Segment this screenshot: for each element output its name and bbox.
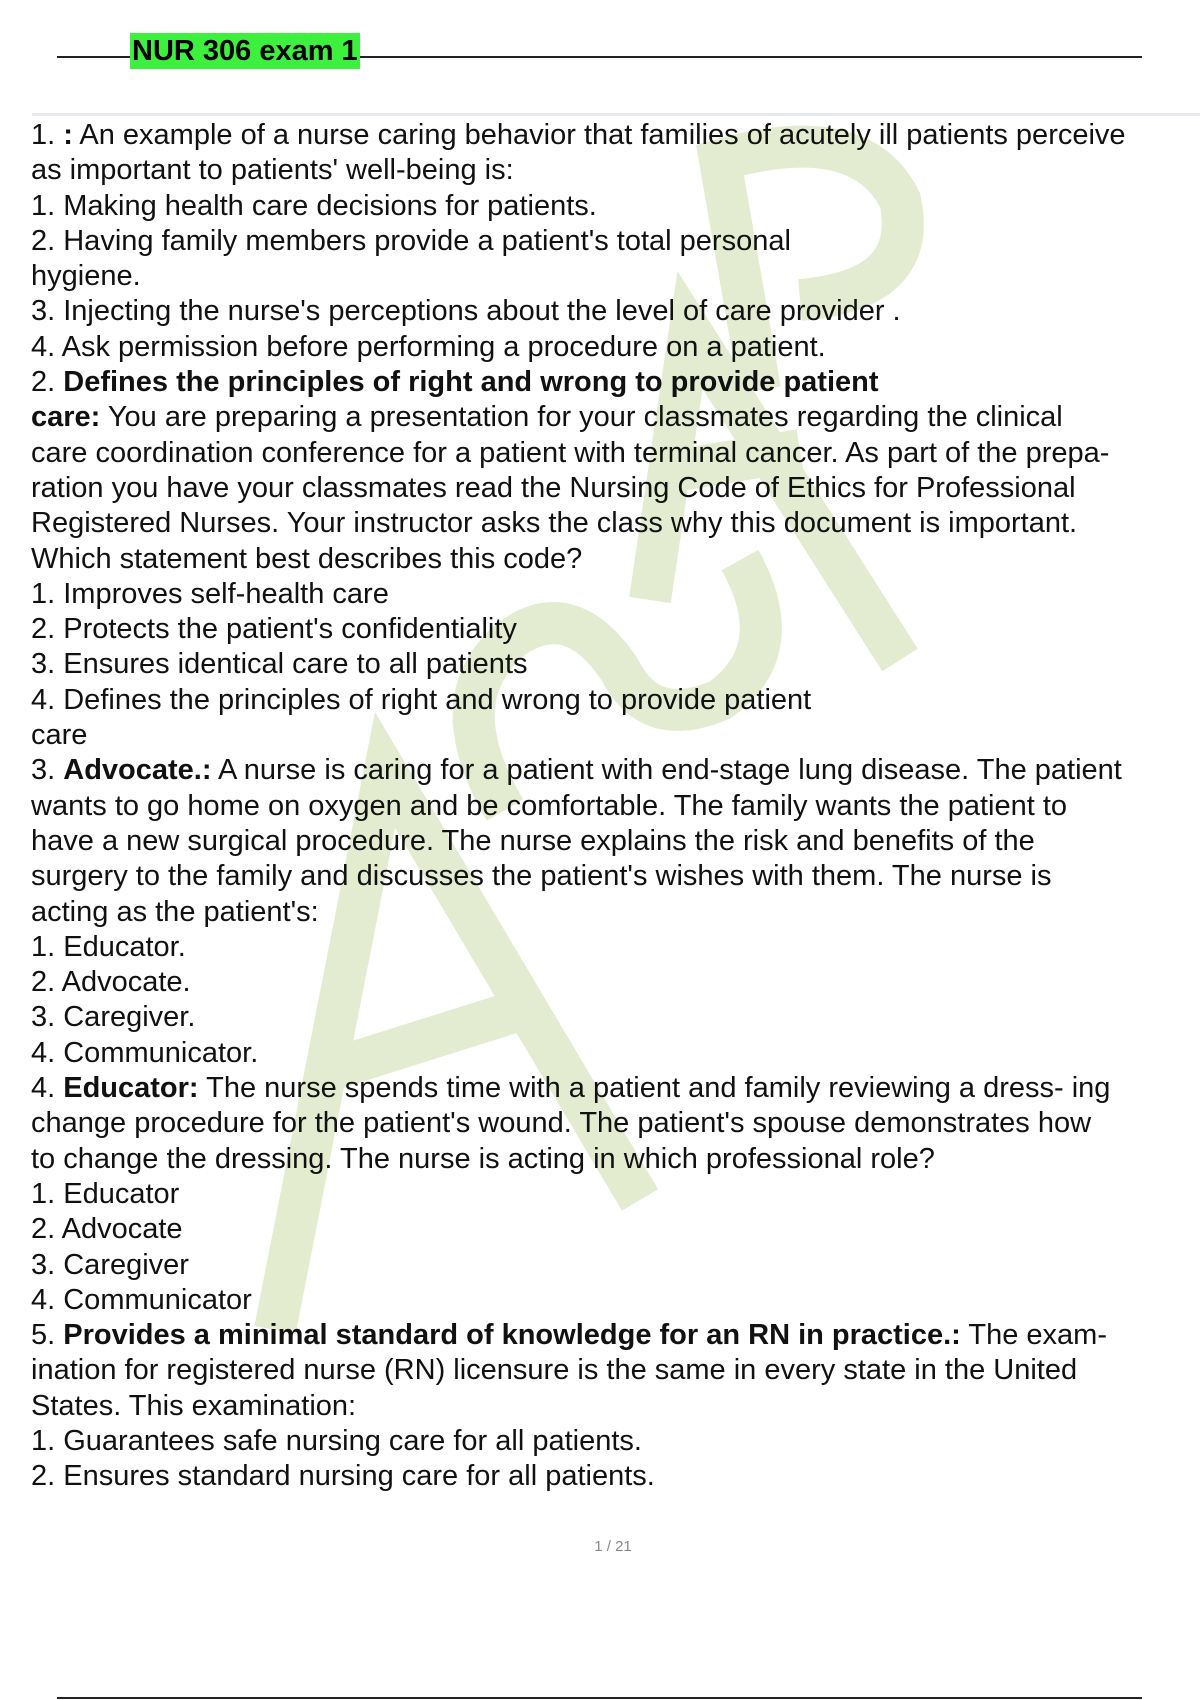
text-span: wants to go home on oxygen and be comfortable. The family wants the patient to: [31, 789, 1068, 822]
text-span: care: [31, 719, 88, 752]
text-span: 3. Ensures identical care to all patients: [31, 648, 528, 681]
text-span: 2. Ensures standard nursing care for all patients.: [31, 1460, 655, 1493]
text-line: [31, 753, 1200, 788]
bold-text: Defines the principles of right and wrong to provide patient: [63, 366, 879, 399]
text-line: [31, 542, 1200, 577]
text-span: 4. Defines the principles of right and wrong to provide patient: [31, 683, 812, 716]
text-line: [31, 294, 1200, 329]
text-span: 2.: [31, 366, 64, 399]
text-line: [31, 400, 1200, 435]
text-line: [31, 1177, 1200, 1212]
text-span: The exam-: [960, 1319, 1107, 1352]
text-span: 3. Caregiver: [31, 1248, 189, 1281]
text-span: to change the dressing. The nurse is acting in which professional role?: [31, 1142, 935, 1175]
text-span: ination for registered nurse (RN) licensure is the same in every state in the United: [31, 1354, 1078, 1387]
text-span: 3. Injecting the nurse's perceptions about the level of care provider .: [31, 295, 901, 328]
text-span: have a new surgical procedure. The nurse explains the risk and benefits of the: [31, 824, 1035, 857]
text-line: [31, 859, 1200, 894]
text-line: [31, 1212, 1200, 1247]
text-line: [31, 824, 1200, 859]
text-span: 2. Advocate: [31, 1213, 183, 1246]
text-span: hygiene.: [31, 260, 141, 293]
text-line: [31, 506, 1200, 541]
text-line: [31, 895, 1200, 930]
text-span: 1. Educator: [31, 1177, 180, 1210]
text-line: [31, 683, 1200, 718]
text-line: [31, 1036, 1200, 1071]
bold-text: Educator:: [63, 1072, 199, 1105]
text-line: [31, 965, 1200, 1000]
text-line: [31, 647, 1200, 682]
text-line: [31, 930, 1200, 965]
page-number: 1 / 21: [594, 1538, 632, 1555]
text-span: 4. Ask permission before performing a procedure on a patient.: [31, 330, 826, 363]
text-line: [31, 612, 1200, 647]
text-line: [31, 1248, 1200, 1283]
text-line: [31, 1389, 1200, 1424]
text-span: 2. Advocate.: [31, 966, 191, 999]
text-span: Which statement best describes this code?: [31, 542, 583, 575]
text-span: ration you have your classmates read the Nursing Code of Ethics for Professional: [31, 471, 1076, 504]
text-line: [31, 718, 1200, 753]
text-line: [31, 1318, 1200, 1353]
text-line: [31, 471, 1200, 506]
text-span: 1. Improves self-health care: [31, 577, 389, 610]
text-span: 5.: [31, 1319, 64, 1352]
text-line: [31, 1424, 1200, 1459]
text-span: 4. Communicator: [31, 1283, 252, 1316]
text-line: [31, 330, 1200, 365]
text-line: [31, 1142, 1200, 1177]
text-span: 1. Educator.: [31, 930, 186, 963]
text-line: [31, 153, 1200, 188]
text-span: 1. Making health care decisions for patients.: [31, 189, 597, 222]
footer-rule: [57, 1697, 1142, 1699]
text-line: [31, 365, 1200, 400]
text-span: The nurse spends time with a patient and family reviewing a dress- ing: [198, 1072, 1111, 1105]
text-span: You are preparing a presentation for your classmates regarding the clinical: [100, 401, 1063, 434]
text-line: [31, 577, 1200, 612]
text-line: [31, 1000, 1200, 1035]
text-span: 3.: [31, 754, 64, 787]
text-span: 4. Communicator.: [31, 1036, 259, 1069]
text-span: 2. Having family members provide a patient's total personal: [31, 224, 791, 257]
text-span: 1.: [31, 119, 64, 151]
separator-rule: [32, 113, 1200, 116]
text-line: [31, 789, 1200, 824]
text-span: Registered Nurses. Your instructor asks the class why this document is important.: [31, 507, 1078, 540]
text-span: acting as the patient's:: [31, 895, 319, 928]
text-line: [31, 1283, 1200, 1318]
text-line: [31, 1353, 1200, 1388]
text-line: [31, 1106, 1200, 1141]
text-line: [31, 259, 1200, 294]
text-span: as important to patients' well-being is:: [31, 154, 514, 187]
text-line: [31, 118, 1200, 153]
text-span: care coordination conference for a patient with terminal cancer. As part of the prepa-: [31, 436, 1110, 469]
text-span: States. This examination:: [31, 1389, 357, 1422]
text-span: A nurse is caring for a patient with end-stage lung disease. The patient: [211, 754, 1122, 787]
bold-text: Provides a minimal standard of knowledge for an RN in practice.:: [63, 1319, 961, 1352]
text-line: [31, 1459, 1200, 1494]
text-line: [31, 189, 1200, 224]
text-span: change procedure for the patient's wound. The patient's spouse demonstrates how: [31, 1107, 1092, 1140]
text-line: [31, 1071, 1200, 1106]
text-line: [31, 224, 1200, 259]
document-body: [31, 118, 1200, 1508]
bold-text: Advocate.:: [63, 754, 212, 787]
text-span: An example of a nurse caring behavior that families of acutely ill patients perceive: [72, 119, 1126, 151]
text-span: 4.: [31, 1072, 64, 1105]
text-span: 1. Guarantees safe nursing care for all patients.: [31, 1424, 642, 1457]
text-span: surgery to the family and discusses the patient's wishes with them. The nurse is: [31, 860, 1052, 893]
bold-text: :: [63, 119, 73, 151]
bold-text: care:: [31, 401, 101, 434]
text-span: 3. Caregiver.: [31, 1001, 196, 1034]
text-line: [31, 436, 1200, 471]
text-span: 2. Protects the patient's confidentiality: [31, 613, 517, 646]
document-title: NUR 306 exam 1: [132, 35, 358, 67]
